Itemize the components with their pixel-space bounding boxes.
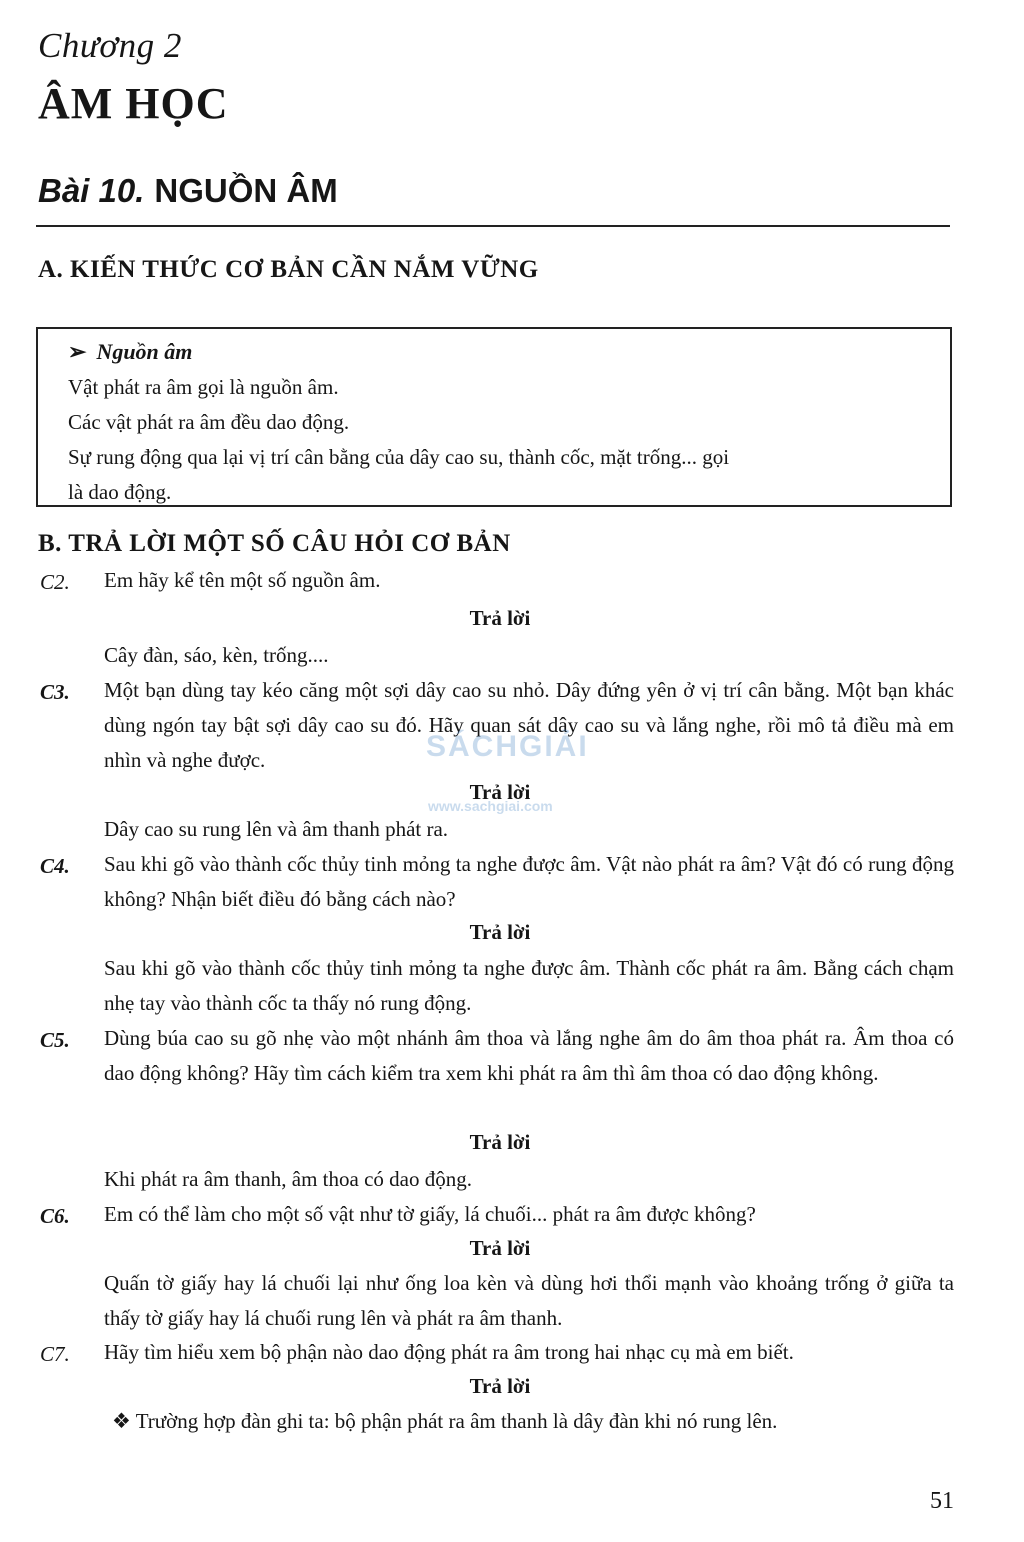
question-text-c4: Sau khi gõ vào thành cốc thủy tinh mỏng ta nghe được âm. Vật nào phát ra âm? Vật đó có rung động không? Nhận biết điều đó bằng cách nào? (104, 852, 954, 911)
watermark-url: www.sachgiai.com (428, 798, 553, 814)
question-text-c3: Một bạn dùng tay kéo căng một sợi dây cao su nhỏ. Dây đứng yên ở vị trí cân bằng. Một bạn khác dùng ngón tay bật sợi dây cao su đó. Hãy quan sát dây cao su và lắng nghe, rồi mô tả điều mà em nhìn và nghe được. (104, 678, 954, 772)
question-label-c5: C5. (40, 1028, 70, 1052)
knowledge-line: là dao động. (68, 480, 172, 504)
knowledge-box (36, 327, 952, 507)
question-text-c5: Dùng búa cao su gõ nhẹ vào một nhánh âm thoa và lắng nghe âm do âm thoa phát ra. Âm thoa có dao động không? Hãy tìm cách kiểm tra xem khi phát ra âm thì âm thoa có dao động không. (104, 1026, 954, 1085)
arrow-bullet-icon: ➢ (68, 339, 87, 364)
question-label-c2: C2. (40, 570, 70, 594)
knowledge-line: Sự rung động qua lại vị trí cân bằng của dây cao su, thành cốc, mặt trống... gọi (68, 445, 730, 469)
knowledge-line: Các vật phát ra âm đều dao động. (68, 410, 350, 434)
watermark-logo: SÁCHGIẢI (426, 730, 589, 763)
page-number: 51 (930, 1488, 954, 1514)
question-label-c7: C7. (40, 1342, 70, 1366)
chapter-title: ÂM HỌC (38, 79, 229, 128)
answer-text-c6: Quấn tờ giấy hay lá chuối lại như ống loa kèn và dùng hơi thổi mạnh vào khoảng trống ở giữa ta thấy tờ giấy hay lá chuối rung lên và phát ra âm thanh. (104, 1271, 954, 1330)
question-text-c6: Em có thể làm cho một số vật như tờ giấy, lá chuối... phát ra âm được không? (104, 1202, 756, 1226)
lesson-number: Bài 10. (38, 172, 145, 209)
knowledge-heading-text: Nguồn âm (96, 339, 193, 364)
answer-text-c4: Sau khi gõ vào thành cốc thủy tinh mỏng ta nghe được âm. Thành cốc phát ra âm. Bằng cách chạm nhẹ tay vào thành cốc ta thấy nó rung động. (104, 956, 954, 1015)
knowledge-line: Vật phát ra âm gọi là nguồn âm. (68, 375, 339, 399)
lesson-name: NGUỒN ÂM (154, 172, 338, 209)
answer-label: Trả lời (469, 606, 531, 630)
answer-label: Trả lời (469, 1374, 531, 1398)
answer-text-c7 (112, 1404, 954, 1439)
lesson-divider (36, 225, 950, 227)
answer-label: Trả lời (469, 1130, 531, 1154)
diamond-bullet-icon: ❖ (112, 1409, 131, 1433)
answer-text-c3: Dây cao su rung lên và âm thanh phát ra. (104, 817, 449, 841)
answer-label: Trả lời (469, 920, 531, 944)
answer-text-c5: Khi phát ra âm thanh, âm thoa có dao động. (104, 1167, 472, 1191)
answer-label: Trả lời (469, 780, 531, 804)
knowledge-box-heading (68, 339, 192, 365)
question-label-c3: C3. (40, 680, 70, 704)
section-b-title: B. TRẢ LỜI MỘT SỐ CÂU HỎI CƠ BẢN (38, 530, 511, 557)
answer-text-c7-content: Trường hợp đàn ghi ta: bộ phận phát ra âm thanh là dây đàn khi nó rung lên. (135, 1409, 778, 1433)
question-text-c7: Hãy tìm hiểu xem bộ phận nào dao động phát ra âm trong hai nhạc cụ mà em biết. (104, 1340, 794, 1364)
lesson-title (38, 172, 338, 210)
question-label-c6: C6. (40, 1204, 70, 1228)
question-text-c2: Em hãy kể tên một số nguồn âm. (104, 568, 381, 592)
answer-label: Trả lời (469, 1236, 531, 1260)
section-a-title: A. KIẾN THỨC CƠ BẢN CẦN NẮM VỮNG (38, 256, 539, 283)
chapter-label: Chương 2 (38, 26, 182, 65)
answer-text-c2: Cây đàn, sáo, kèn, trống.... (104, 643, 329, 667)
question-label-c4: C4. (40, 854, 70, 878)
